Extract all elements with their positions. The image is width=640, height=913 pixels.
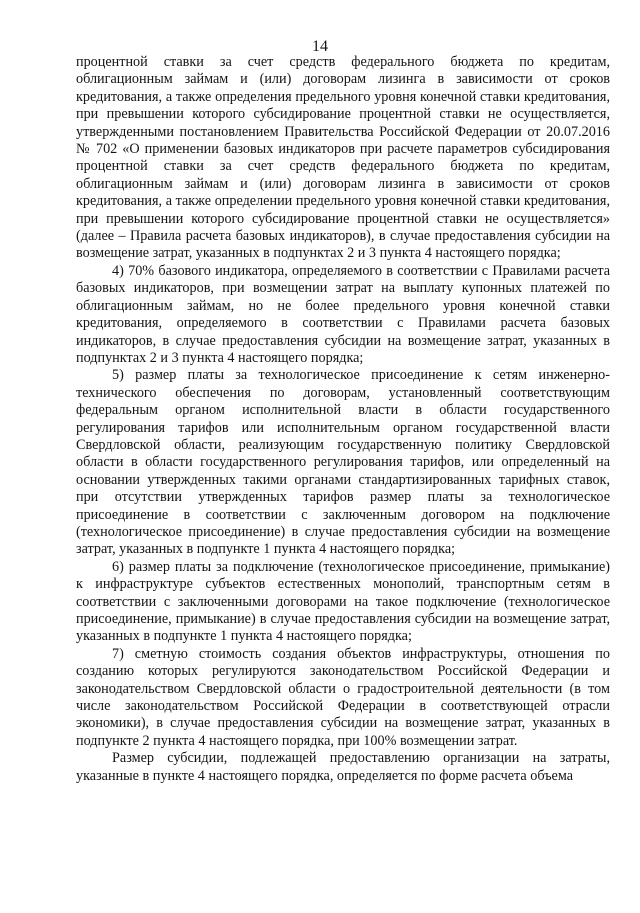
paragraph-item-6: 6) размер платы за подключение (технологическое присоединение, примыкание) к инфраструктуре субъектов естественных монополий, транспортным сетям в соответствии с заключенными договорами на такое подключение (технологическое присоединение, примыкание) в случае предоставления субсидии на возмещение затрат, указанных в подпункте 1 пункта 4 настоящего порядка; — [76, 558, 610, 645]
paragraph-continuation: процентной ставки за счет средств федерального бюджета по кредитам, облигационным займам и (или) договорам лизинга в зависимости от сроков кредитования, а также определения предельного уровня конечной ставки кредитования, при превышении которого субсидирование процентной ставки не осуществляется, утвержденными постановлением Правительства Российской Федерации от 20.07.2016 № 702 «О применении базовых индикаторов при расчете параметров субсидирования процентной ставки за счет средств федерального бюджета по кредитам, облигационным займам и (или) договорам лизинга в зависимости от сроков кредитования, а также определении предельного уровня конечной ставки кредитования, при превышении которого субсидирование процентной ставки не осуществляется» (далее – Правила расчета базовых индикаторов), в случае предоставления субсидии на возмещение затрат, указанных в подпунктах 2 и 3 пункта 4 настоящего порядка; — [76, 54, 610, 262]
page-number: 14 — [312, 38, 328, 55]
document-body — [76, 54, 610, 785]
paragraph-subsidy-size: Размер субсидии, подлежащей предоставлению организации на затраты, указанные в пункте 4 настоящего порядка, определяется по форме расчета объема — [76, 750, 610, 784]
paragraph-item-4: 4) 70% базового индикатора, определяемого в соответствии с Правилами расчета базовых индикаторов, при возмещении затрат на выплату купонных платежей по облигационным займам, но не более предельного уровня конечной ставки кредитования, определяемого в соответствии с Правилами расчета базовых индикаторов, в случае предоставления субсидии на возмещение затрат, указанных в подпунктах 2 и 3 пункта 4 настоящего порядка; — [76, 262, 610, 366]
paragraph-item-5: 5) размер платы за технологическое присоединение к сетям инженерно-технического обеспечения по договорам, установленный соответствующим федеральным органом исполнительной власти в области государственного регулирования тарифов или исполнительным органом государственной власти Свердловской области, реализующим государственную политику Свердловской области в области государственного регулирования тарифов, или определенный на основании утвержденных такими органами стандартизированных тарифных ставок, при отсутствии утвержденных тарифов размер платы за технологическое присоединение в соответствии с заключенным договором на подключение (технологическое присоединение) в случае предоставления субсидии на возмещение затрат, указанных в подпункте 1 пункта 4 настоящего порядка; — [76, 367, 610, 558]
paragraph-item-7: 7) сметную стоимость создания объектов инфраструктуры, отношения по созданию которых регулируются законодательством Российской Федерации и законодательством Свердловской области о градостроительной деятельности (в том числе законодательством Российской Федерации в соответствующей отрасли экономики), в случае предоставления субсидии на возмещение затрат, указанных в подпункте 2 пункта 4 настоящего порядка, при 100% возмещении затрат. — [76, 645, 610, 749]
